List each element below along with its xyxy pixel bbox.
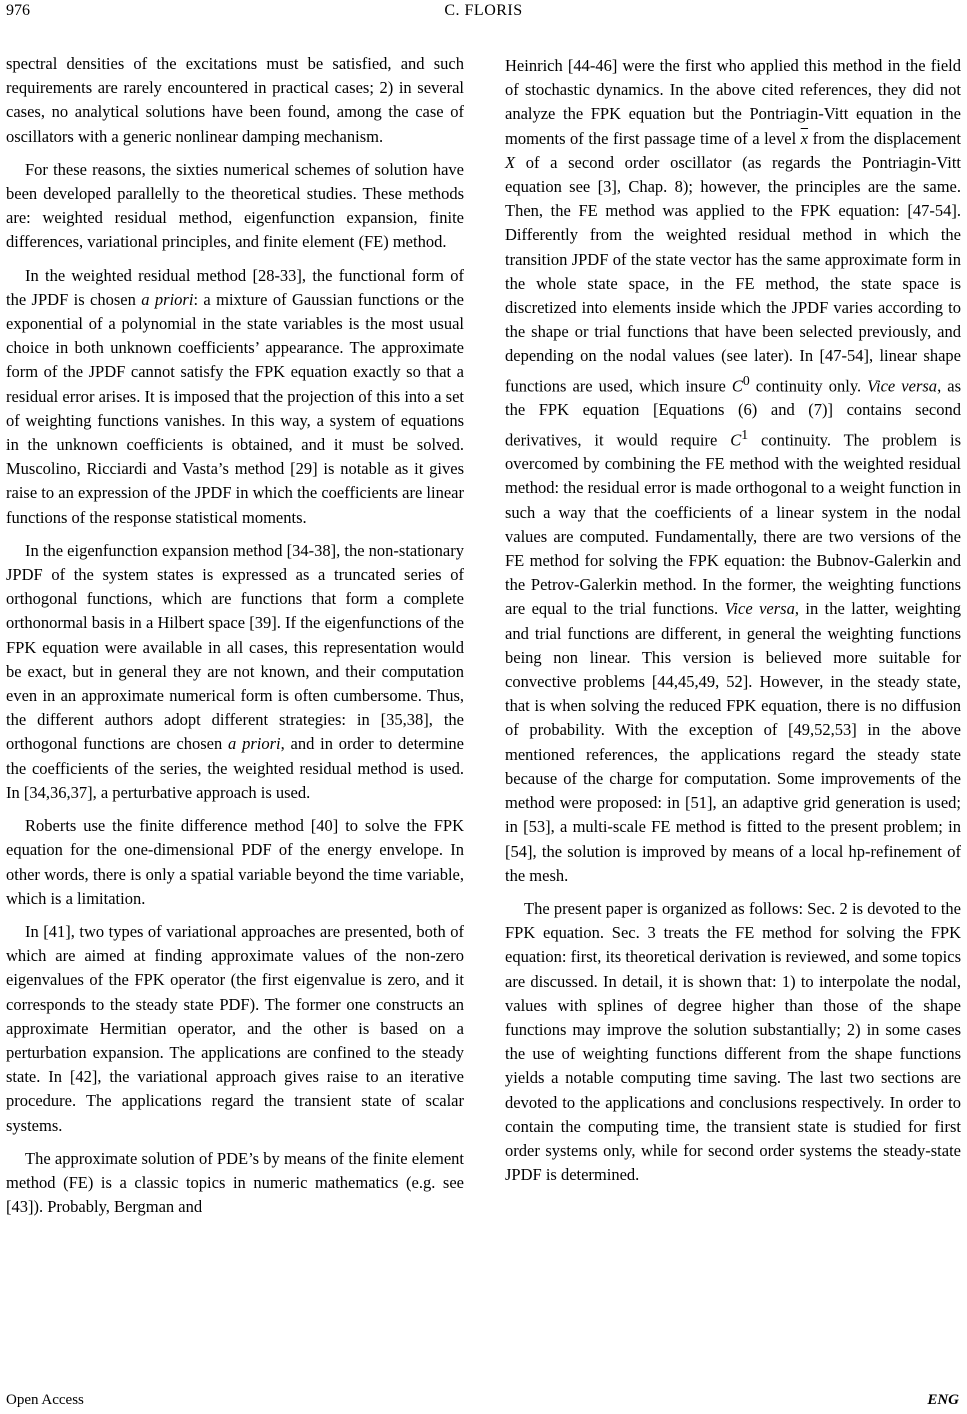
open-access-label: Open Access: [6, 1392, 84, 1408]
paragraph: spectral densities of the excitations must be satisfied, and such requirements are rarely encountered in practical cases; 2) in several cases, no analytical solutions have been found, among the case of oscillators with a generic nonlinear damping mechanism.: [6, 54, 464, 146]
paragraph: In the weighted residual method [28-33], the functional form of the JPDF is chosen a priori: a mixture of Gaussian functions or the exponential of a polynomial in the state variables is the most usual choice in both unknown coefficients’ appearance. The approximate form of the JPDF cannot satisfy the FPK equation exactly so that a residual error arises. It is imposed that the projection of this into a set of weighting functions vanishes. In this way, a system of equations in the unknown coefficients is obtained, and it must be solved. Muscolino, Ricciardi and Vasta’s method [29] is notable as it gives raise to an expression of the JPDF in which the coefficients are linear functions of the response statistical moments.: [6, 265, 464, 527]
page-footer: [0, 1392, 967, 1414]
paragraph: The present paper is organized as follows: Sec. 2 is devoted to the FPK equation. Sec. 3 treats the FE method for solving the FPK equation: first, its theoretical derivation is reviewed, and some topics are discussed. In detail, it is shown that: 1) to interpolate the nodal, values with splines of degree higher than those of the shape functions may improve the solution substantially; 2) in some cases the use of weighting functions different from the shape functions yields a notable computing time saving. The last two sections are devoted to the applications and conclusions respectively. In order to contain the computing time, the transient state is studied for first order systems only, while for second order systems the steady-state JPDF is determined.: [505, 898, 961, 1185]
left-column: [6, 52, 464, 1219]
emphasis: a priori: [228, 734, 281, 754]
paragraph: For these reasons, the sixties numerical schemes of solution have been developed parallelly to the theoretical studies. These methods are: weighted residual method, eigenfunction expansion, finite differences, variational principles, and finite element (FE) method.: [6, 159, 464, 252]
page-header: [0, 0, 967, 30]
paragraph: In [41], two types of variational approaches are presented, both of which are aimed at finding approximate values of the non-zero eigenvalues of the FPK operator (the first eigenvalue is zero, and it corresponds to the steady state PDF). The former one constructs an approximate Hermitian operator, and the other is based on a perturbation expansion. The applications are confined to the steady state. In [42], the variational approach gives raise to an iterative procedure. The applications regard the transient state of scalar systems.: [6, 921, 464, 1135]
emphasis: a priori: [141, 289, 194, 309]
paragraph: Heinrich [44-46] were the first who applied this method in the field of stochastic dynamics. In the above cited references, they did not analyze the FPK equation but the Pontriagin-Vitt equation in the moments of the first passage time of a level $\overline{x}$ from the displacement X of a second order oscillator (as regards the Pontriagin-Vitt equation see [3], Chap. 8); however, the principles are the same. Then, the FE method was applied to the FPK equation: [47-54]. Differently from the weighted residual method in which the transition JPDF of the state vector has the same approximate form in the whole state space, in the FE method, the state space is discretized into elements inside which the JPDF varies according to the shape or trial functions that have been selected previously, and depending on the nodal values (see later). In [47-54], linear shape functions are used, which insure $C^0$ continuity only. Vice versa, as the FPK equation [Equations (6) and (7)] contains second derivatives, it would require $C^1$ continuity. The problem is overcomed by combining the FE method with the weighted residual method: the residual error is made orthogonal to a weight function in such a way that the coefficients of a linear system in the nodal values are computed. Fundamentally, there are two versions of the FE method for solving the FPK equation: the Bubnov-Galerkin and the Petrov-Galerkin method. In the former, the weighting functions are equal to the trial functions. Vice versa, in the latter, weighting and trial functions are different, in general the weighting functions being non linear. This version is believed more suitable for convective problems [44,45,49, 52]. However, in the steady state, that is when solving the reduced FPK equation, there is no diffusion of probability. With the exception of [49,52,53] in the above mentioned references, the applications regard the steady state because of the charge for computation. Some improvements of the method were proposed: in [51], an adaptive grid generation is used; in [53], a multi-scale FE method is fitted to the present problem; in [54], the solution is improved by means of a local hp-refinement of the mesh.: [505, 56, 962, 885]
right-column: [505, 54, 961, 1187]
paragraph: The approximate solution of PDE’s by means of the finite element method (FE) is a classic topics in numeric mathematics (e.g. see [43]). Probably, Bergman and: [6, 1148, 464, 1217]
page-number: 976: [6, 2, 30, 19]
paragraph: In the eigenfunction expansion method [34-38], the non-stationary JPDF of the system states is expressed as a truncated series of orthogonal functions, which are functions that form a complete orthonormal basis in a Hilbert space [39]. If the eigenfunctions of the FPK equation were available in all cases, this representation would be exact, but in general they are not known, and their computation even in an approximate numerical form is often cumbersome. Thus, the different authors adopt different strategies: in [35,38], the orthogonal functions are chosen a priori, and in order to determine the coefficients of the series, the weighted residual method is used. In [34,36,37], a perturbative approach is used.: [6, 540, 464, 802]
level-symbol: $\overline{x}$: [800, 128, 809, 148]
running-head: C. FLORIS: [444, 2, 523, 19]
journal-label: ENG: [927, 1392, 959, 1408]
paragraph: Roberts use the finite difference method [40] to solve the FPK equation for the one-dimensional PDF of the energy envelope. In other words, there is only a spatial variable beyond the time variable, which is a limitation.: [6, 816, 464, 908]
